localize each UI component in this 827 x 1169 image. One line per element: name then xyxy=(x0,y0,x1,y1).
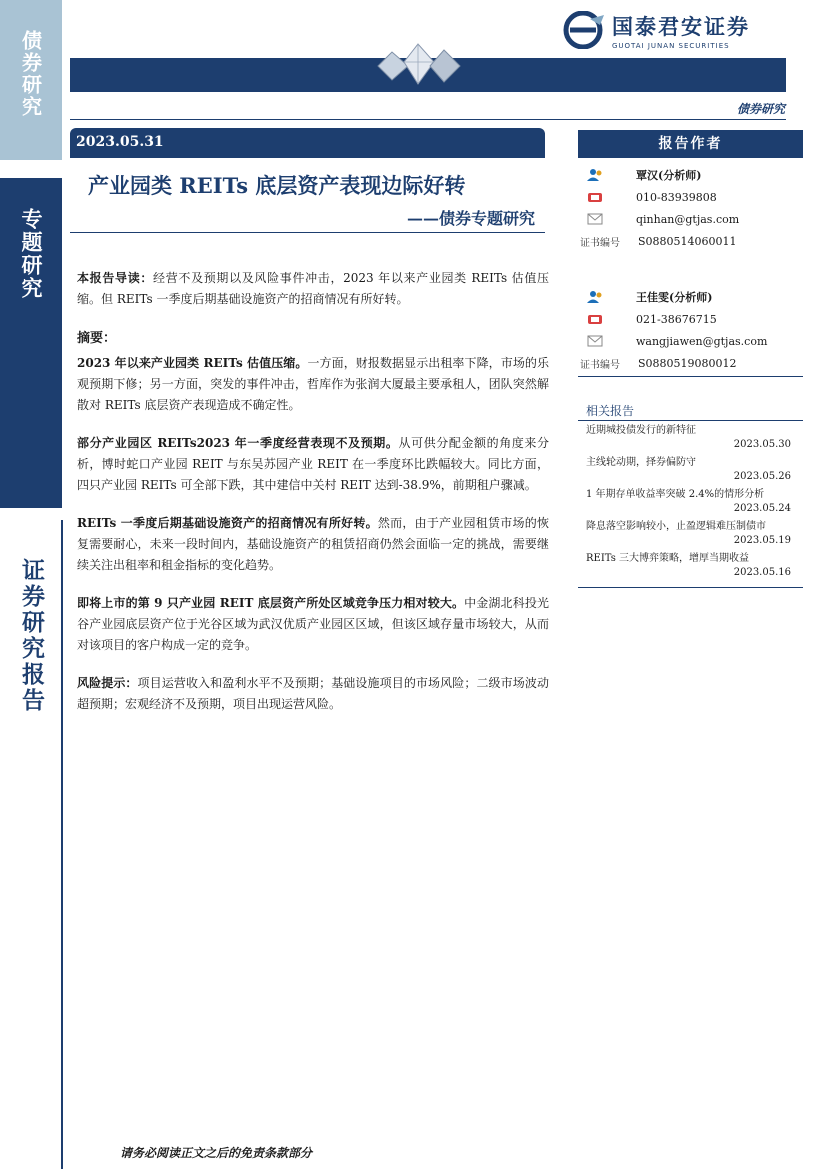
sidebar-label-securities-report: 证券研究报告 xyxy=(18,558,45,714)
author-divider xyxy=(578,376,803,377)
related-report-date: 2023.05.16 xyxy=(733,567,791,578)
report-intro xyxy=(77,268,549,310)
author-gap xyxy=(578,252,803,280)
author-card xyxy=(578,286,803,377)
cert-label: 证书编号 xyxy=(580,237,620,249)
related-report-item[interactable] xyxy=(578,453,803,485)
intro-label: 本报告导读： xyxy=(77,271,154,285)
abstract-paragraph-text: 一方面，财报数据显示出租率下降，市场的乐观预期下修；另一方面，突发的事件冲击，哲库作为张润大厦最主要承租人，团队突然解散对 REITs 底层资产表现造成不确定性。 xyxy=(77,356,549,412)
related-report-date: 2023.05.30 xyxy=(733,439,791,450)
related-report-title[interactable]: 主线轮动期，择券偏防守 xyxy=(586,457,696,468)
logo-name-cn: 国泰君安证券 xyxy=(612,14,750,39)
report-date: 2023.05.31 xyxy=(76,134,164,150)
related-reports xyxy=(578,401,803,588)
sidebar-section-bond-research xyxy=(0,0,62,160)
abstract-paragraph-text: 中金湖北科投光谷产业园底层资产位于光谷区域为武汉优质产业园区区域，但该区域存量市场较大，从而对该项目的客户构成一定的竞争。 xyxy=(77,596,549,652)
related-report-item[interactable] xyxy=(578,517,803,549)
author-phone: 010-83939808 xyxy=(636,190,717,204)
email-icon xyxy=(586,212,604,226)
risk-text: 项目运营收入和盈利水平不及预期；基础设施项目的市场风险；二级市场波动超预期；宏观经济不及预期，项目出现运营风险。 xyxy=(77,676,549,711)
related-report-date: 2023.05.26 xyxy=(733,471,791,482)
sidebar-label-special-research: 专题研究 xyxy=(19,208,44,300)
authors-heading: 报告作者 xyxy=(578,130,803,158)
author-cert: S0880514060011 xyxy=(638,234,737,248)
sidebar-divider xyxy=(61,520,63,1169)
related-report-date: 2023.05.24 xyxy=(733,503,791,514)
abstract-paragraph xyxy=(77,513,549,576)
risk-warning xyxy=(77,673,549,715)
author-email-row xyxy=(578,208,803,230)
abstract-paragraph-text: 然而，由于产业园租赁市场的恢复需要耐心，未来一段时间内，基础设施资产的租赁招商仍然会面临一定的挑战，需要继续关注出租率和租金指标的变化趋势。 xyxy=(77,516,549,572)
right-panel xyxy=(578,130,803,588)
related-report-item[interactable] xyxy=(578,485,803,517)
logo-mark-icon xyxy=(560,11,606,49)
author-email[interactable]: wangjiawen@gtjas.com xyxy=(636,334,768,348)
person-icon xyxy=(586,168,604,182)
section-tag: 债券研究 xyxy=(736,102,785,116)
author-phone: 021-38676715 xyxy=(636,312,717,326)
abstract-paragraph-lead: 即将上市的第 9 只产业园 REIT 底层资产所处区域竞争压力相对较大。 xyxy=(77,596,465,610)
company-logo xyxy=(560,10,750,50)
report-body xyxy=(77,268,549,715)
abstract-paragraph xyxy=(77,433,549,496)
abstract-paragraph-lead: 部分产业园区 REITs2023 年一季度经营表现不及预期。 xyxy=(77,436,399,450)
abstract-paragraph-text: 从可供分配金额的角度来分析，博时蛇口产业园 REIT 与东吴苏园产业 REIT 在一季度环比跌幅较大。同比方面，四只产业园 REITs 可全部下跌，其中建信中关村 REIT 达到-38.9%，前期租户骤减。 xyxy=(77,436,549,492)
diamond-decoration-icon xyxy=(368,36,468,88)
report-date-tab xyxy=(70,128,545,158)
related-report-date: 2023.05.19 xyxy=(733,535,791,546)
intro-text: 经营不及预期以及风险事件冲击，2023 年以来产业园类 REITs 估值压缩。但 REITs 一季度后期基础设施资产的招商情况有所好转。 xyxy=(77,271,549,306)
sidebar-section-securities-report xyxy=(0,520,62,1169)
title-box xyxy=(70,158,545,233)
abstract-paragraph xyxy=(77,353,549,416)
author-email[interactable]: qinhan@gtjas.com xyxy=(636,212,740,226)
phone-icon xyxy=(586,312,604,326)
author-name: 王佳雯(分析师) xyxy=(636,291,713,304)
related-report-item[interactable] xyxy=(578,421,803,453)
author-phone-row xyxy=(578,186,803,208)
abstract-paragraph-lead: REITs 一季度后期基础设施资产的招商情况有所好转。 xyxy=(77,516,378,530)
author-name-row xyxy=(578,164,803,186)
disclaimer-notice: 请务必阅读正文之后的免责条款部分 xyxy=(120,1146,313,1160)
author-card xyxy=(578,164,803,252)
related-report-title[interactable]: 降息落空影响较小，止盈逻辑难压制债市 xyxy=(586,521,766,532)
related-report-title[interactable]: REITs 三大博弈策略，增厚当期收益 xyxy=(586,553,750,564)
author-cert-row xyxy=(578,352,803,374)
author-phone-row xyxy=(578,308,803,330)
email-icon xyxy=(586,334,604,348)
header-rule xyxy=(70,119,786,120)
cert-label: 证书编号 xyxy=(580,359,620,371)
author-email-row xyxy=(578,330,803,352)
logo-name-en: GUOTAI JUNAN SECURITIES xyxy=(612,41,730,50)
person-icon xyxy=(586,290,604,304)
left-sidebar xyxy=(0,0,62,1169)
related-report-item[interactable] xyxy=(578,549,803,581)
abstract-heading: 摘要： xyxy=(77,331,117,346)
related-report-title[interactable]: 1 年期存单收益率突破 2.4%的情形分析 xyxy=(586,489,765,500)
sidebar-section-special-research xyxy=(0,178,62,508)
report-title: 产业园类 REITs 底层资产表现边际好转 xyxy=(88,173,466,198)
author-name-row xyxy=(578,286,803,308)
sidebar-label-bond-research: 债券研究 xyxy=(18,30,43,118)
related-reports-divider xyxy=(578,587,803,588)
risk-label: 风险提示： xyxy=(77,676,138,690)
report-subtitle: ——债券专题研究 xyxy=(406,209,535,228)
author-cert-row xyxy=(578,230,803,252)
phone-icon xyxy=(586,190,604,204)
author-cert: S0880519080012 xyxy=(638,356,737,370)
abstract-paragraph-lead: 2023 年以来产业园类 REITs 估值压缩。 xyxy=(77,356,308,370)
related-report-title[interactable]: 近期城投债发行的新特征 xyxy=(586,425,696,436)
related-reports-heading: 相关报告 xyxy=(578,401,803,421)
abstract-paragraph xyxy=(77,593,549,656)
author-name: 覃汉(分析师) xyxy=(636,169,702,182)
